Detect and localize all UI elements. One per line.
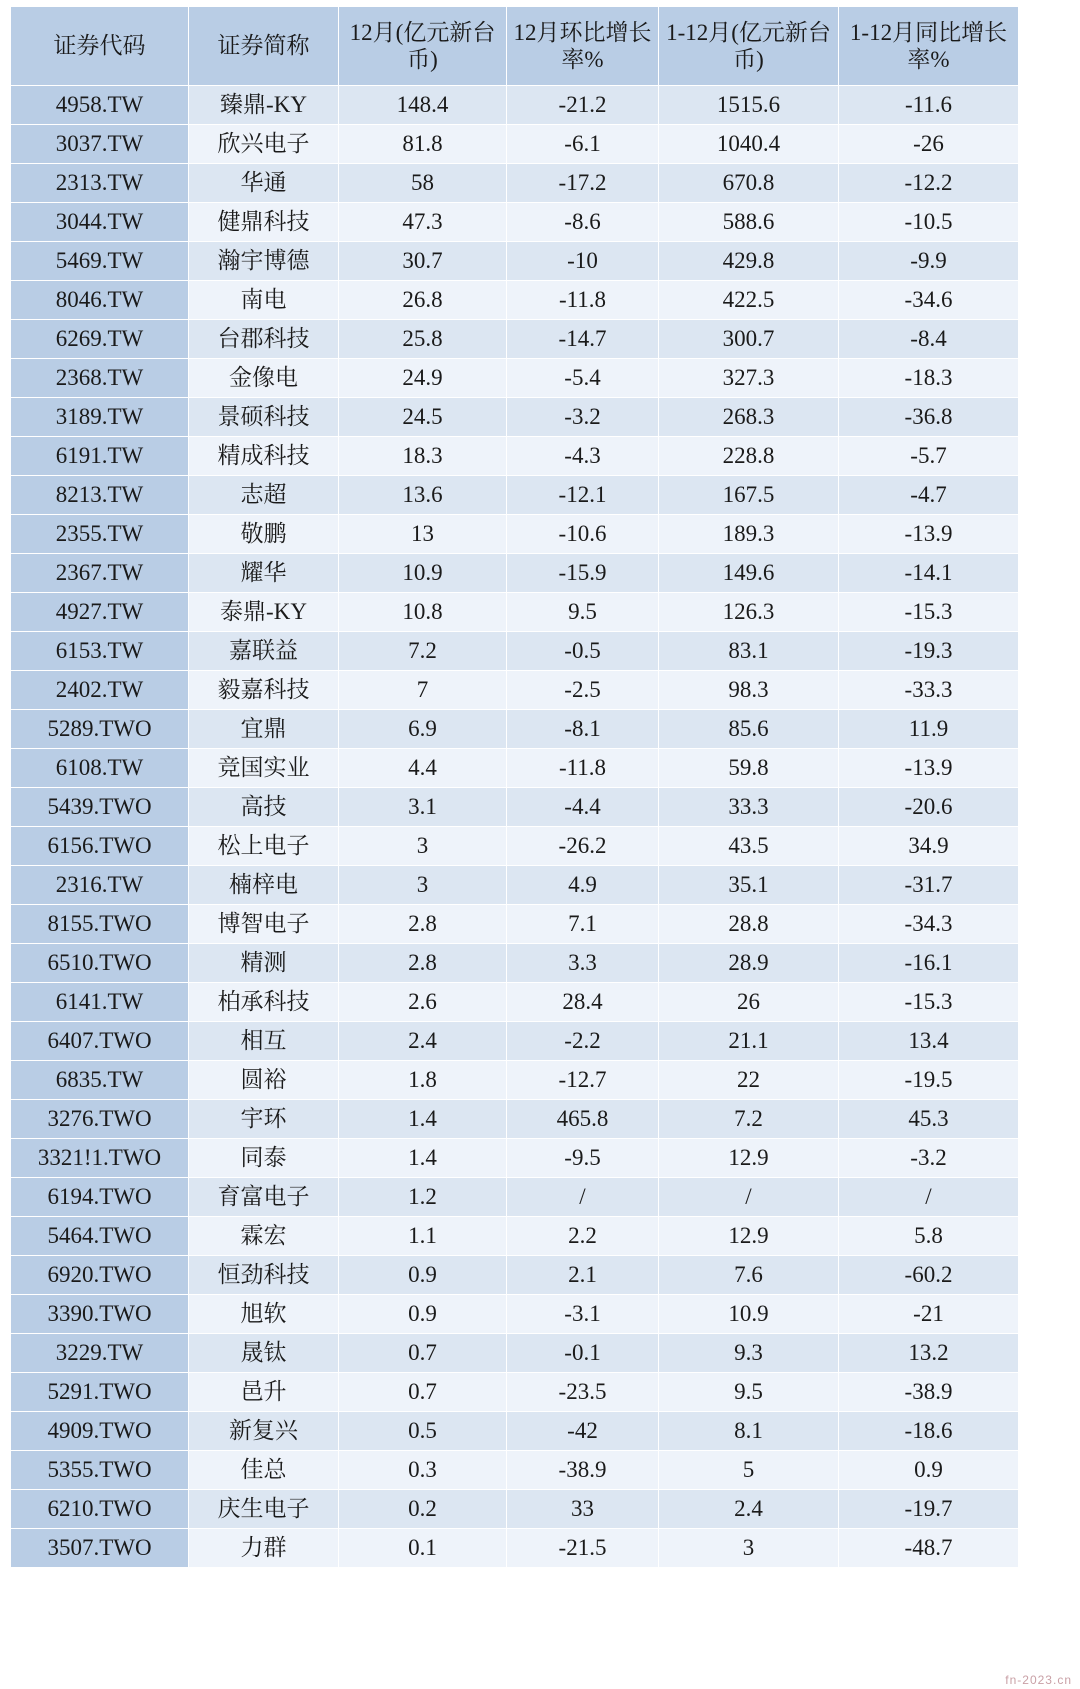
cell-dec-mom-growth: -15.9	[507, 554, 659, 593]
cell-dec-revenue: 0.9	[339, 1256, 507, 1295]
cell-dec-mom-growth: 33	[507, 1490, 659, 1529]
cell-dec-revenue: 0.5	[339, 1412, 507, 1451]
cell-security-code: 6141.TW	[11, 983, 189, 1022]
cell-dec-mom-growth: -4.3	[507, 437, 659, 476]
cell-security-code: 8155.TWO	[11, 905, 189, 944]
cell-dec-revenue: 24.9	[339, 359, 507, 398]
cell-ytd-revenue: 9.3	[659, 1334, 839, 1373]
cell-security-code: 6835.TW	[11, 1061, 189, 1100]
cell-dec-mom-growth: -11.8	[507, 281, 659, 320]
cell-security-name: 育富电子	[189, 1178, 339, 1217]
cell-dec-mom-growth: -17.2	[507, 164, 659, 203]
cell-dec-mom-growth: -23.5	[507, 1373, 659, 1412]
cell-ytd-yoy-growth: -48.7	[839, 1529, 1019, 1568]
cell-security-code: 6407.TWO	[11, 1022, 189, 1061]
cell-security-code: 6153.TW	[11, 632, 189, 671]
table-row	[11, 632, 1019, 671]
cell-security-code: 6269.TW	[11, 320, 189, 359]
cell-security-name: 恒劲科技	[189, 1256, 339, 1295]
cell-ytd-revenue: 189.3	[659, 515, 839, 554]
cell-dec-revenue: 0.9	[339, 1295, 507, 1334]
cell-security-code: 2316.TW	[11, 866, 189, 905]
table-row	[11, 164, 1019, 203]
cell-ytd-yoy-growth: -11.6	[839, 86, 1019, 125]
cell-security-code: 5355.TWO	[11, 1451, 189, 1490]
table-row	[11, 1529, 1019, 1568]
cell-dec-mom-growth: 2.2	[507, 1217, 659, 1256]
cell-security-code: 5469.TW	[11, 242, 189, 281]
cell-security-code: 3321!1.TWO	[11, 1139, 189, 1178]
table-row	[11, 1373, 1019, 1412]
cell-ytd-yoy-growth: -34.3	[839, 905, 1019, 944]
cell-ytd-revenue: 1515.6	[659, 86, 839, 125]
table-row	[11, 749, 1019, 788]
cell-security-code: 5439.TWO	[11, 788, 189, 827]
cell-ytd-yoy-growth: 5.8	[839, 1217, 1019, 1256]
cell-security-name: 精测	[189, 944, 339, 983]
cell-dec-mom-growth: -9.5	[507, 1139, 659, 1178]
cell-dec-mom-growth: -3.2	[507, 398, 659, 437]
cell-ytd-yoy-growth: -18.3	[839, 359, 1019, 398]
cell-dec-mom-growth: -2.2	[507, 1022, 659, 1061]
cell-dec-revenue: 30.7	[339, 242, 507, 281]
cell-dec-mom-growth: -21.5	[507, 1529, 659, 1568]
table-row	[11, 983, 1019, 1022]
cell-dec-revenue: 4.4	[339, 749, 507, 788]
cell-security-name: 竞国实业	[189, 749, 339, 788]
cell-security-name: 志超	[189, 476, 339, 515]
cell-security-code: 6156.TWO	[11, 827, 189, 866]
table-row	[11, 1295, 1019, 1334]
table-row	[11, 671, 1019, 710]
table-row	[11, 1061, 1019, 1100]
table-row	[11, 1412, 1019, 1451]
cell-security-code: 5289.TWO	[11, 710, 189, 749]
table-row	[11, 203, 1019, 242]
cell-ytd-yoy-growth: -38.9	[839, 1373, 1019, 1412]
cell-dec-revenue: 58	[339, 164, 507, 203]
cell-ytd-revenue: 268.3	[659, 398, 839, 437]
column-header-ytd-yoy-growth: 1-12月同比增长率%	[839, 7, 1019, 86]
cell-security-code: 6108.TW	[11, 749, 189, 788]
cell-dec-mom-growth: -3.1	[507, 1295, 659, 1334]
cell-security-name: 晟钛	[189, 1334, 339, 1373]
cell-dec-revenue: 0.2	[339, 1490, 507, 1529]
cell-dec-mom-growth: 465.8	[507, 1100, 659, 1139]
cell-dec-revenue: 1.4	[339, 1139, 507, 1178]
cell-dec-mom-growth: -8.1	[507, 710, 659, 749]
cell-ytd-revenue: 12.9	[659, 1217, 839, 1256]
table-row	[11, 1100, 1019, 1139]
cell-ytd-yoy-growth: -9.9	[839, 242, 1019, 281]
cell-ytd-revenue: 228.8	[659, 437, 839, 476]
cell-security-name: 松上电子	[189, 827, 339, 866]
table-row	[11, 1217, 1019, 1256]
cell-ytd-yoy-growth: 13.2	[839, 1334, 1019, 1373]
cell-dec-revenue: 10.8	[339, 593, 507, 632]
table-row	[11, 944, 1019, 983]
cell-ytd-yoy-growth: 11.9	[839, 710, 1019, 749]
cell-security-name: 欣兴电子	[189, 125, 339, 164]
cell-ytd-yoy-growth: -4.7	[839, 476, 1019, 515]
column-header-dec-revenue: 12月(亿元新台币)	[339, 7, 507, 86]
cell-security-code: 3037.TW	[11, 125, 189, 164]
cell-ytd-yoy-growth: -19.3	[839, 632, 1019, 671]
cell-ytd-yoy-growth: -21	[839, 1295, 1019, 1334]
cell-dec-revenue: 1.8	[339, 1061, 507, 1100]
cell-dec-revenue: 3	[339, 827, 507, 866]
column-header-security-name: 证券简称	[189, 7, 339, 86]
table-row	[11, 281, 1019, 320]
cell-security-name: 旭软	[189, 1295, 339, 1334]
cell-dec-mom-growth: -38.9	[507, 1451, 659, 1490]
cell-dec-revenue: 47.3	[339, 203, 507, 242]
cell-security-code: 3390.TWO	[11, 1295, 189, 1334]
cell-dec-mom-growth: -11.8	[507, 749, 659, 788]
table-row	[11, 1451, 1019, 1490]
table-header-row	[11, 7, 1019, 86]
cell-ytd-yoy-growth: -19.5	[839, 1061, 1019, 1100]
watermark: fn-2023.cn	[1005, 1673, 1072, 1687]
cell-ytd-yoy-growth: -3.2	[839, 1139, 1019, 1178]
cell-ytd-yoy-growth: -60.2	[839, 1256, 1019, 1295]
cell-security-code: 8046.TW	[11, 281, 189, 320]
column-header-security-code: 证券代码	[11, 7, 189, 86]
cell-security-code: 6920.TWO	[11, 1256, 189, 1295]
cell-dec-revenue: 6.9	[339, 710, 507, 749]
cell-security-name: 佳总	[189, 1451, 339, 1490]
cell-ytd-yoy-growth: -36.8	[839, 398, 1019, 437]
cell-ytd-yoy-growth: -5.7	[839, 437, 1019, 476]
table-row	[11, 1022, 1019, 1061]
cell-ytd-revenue: 422.5	[659, 281, 839, 320]
cell-ytd-revenue: 83.1	[659, 632, 839, 671]
cell-dec-mom-growth: -8.6	[507, 203, 659, 242]
cell-ytd-yoy-growth: -26	[839, 125, 1019, 164]
cell-security-name: 瀚宇博德	[189, 242, 339, 281]
cell-security-name: 力群	[189, 1529, 339, 1568]
table-row	[11, 125, 1019, 164]
cell-security-name: 嘉联益	[189, 632, 339, 671]
cell-ytd-revenue: 28.8	[659, 905, 839, 944]
spreadsheet-sheet	[0, 6, 1080, 1689]
cell-security-code: 2367.TW	[11, 554, 189, 593]
cell-security-name: 耀华	[189, 554, 339, 593]
cell-dec-mom-growth: 2.1	[507, 1256, 659, 1295]
cell-ytd-yoy-growth: -15.3	[839, 983, 1019, 1022]
cell-dec-revenue: 3	[339, 866, 507, 905]
table-row	[11, 359, 1019, 398]
column-header-dec-mom-growth: 12月环比增长率%	[507, 7, 659, 86]
cell-dec-revenue: 81.8	[339, 125, 507, 164]
cell-ytd-revenue: 8.1	[659, 1412, 839, 1451]
table-header	[11, 7, 1019, 86]
cell-dec-revenue: 3.1	[339, 788, 507, 827]
cell-security-name: 泰鼎-KY	[189, 593, 339, 632]
cell-ytd-revenue: 327.3	[659, 359, 839, 398]
cell-dec-revenue: 2.8	[339, 905, 507, 944]
cell-ytd-revenue: /	[659, 1178, 839, 1217]
cell-ytd-revenue: 1040.4	[659, 125, 839, 164]
cell-security-code: 3507.TWO	[11, 1529, 189, 1568]
cell-security-code: 2368.TW	[11, 359, 189, 398]
table-row	[11, 593, 1019, 632]
cell-ytd-revenue: 10.9	[659, 1295, 839, 1334]
cell-security-code: 6191.TW	[11, 437, 189, 476]
cell-security-name: 博智电子	[189, 905, 339, 944]
cell-ytd-revenue: 3	[659, 1529, 839, 1568]
cell-ytd-revenue: 21.1	[659, 1022, 839, 1061]
cell-dec-revenue: 26.8	[339, 281, 507, 320]
cell-dec-mom-growth: -10.6	[507, 515, 659, 554]
cell-dec-mom-growth: -6.1	[507, 125, 659, 164]
cell-ytd-yoy-growth: -12.2	[839, 164, 1019, 203]
cell-dec-revenue: 7	[339, 671, 507, 710]
table-row	[11, 866, 1019, 905]
cell-ytd-revenue: 588.6	[659, 203, 839, 242]
cell-ytd-revenue: 26	[659, 983, 839, 1022]
cell-ytd-revenue: 2.4	[659, 1490, 839, 1529]
cell-security-name: 相互	[189, 1022, 339, 1061]
cell-security-code: 3229.TW	[11, 1334, 189, 1373]
cell-dec-revenue: 0.7	[339, 1373, 507, 1412]
cell-security-name: 楠梓电	[189, 866, 339, 905]
cell-ytd-revenue: 126.3	[659, 593, 839, 632]
cell-ytd-revenue: 167.5	[659, 476, 839, 515]
cell-security-code: 4958.TW	[11, 86, 189, 125]
cell-dec-mom-growth: 3.3	[507, 944, 659, 983]
cell-dec-revenue: 2.6	[339, 983, 507, 1022]
cell-dec-mom-growth: /	[507, 1178, 659, 1217]
cell-security-name: 健鼎科技	[189, 203, 339, 242]
cell-ytd-yoy-growth: -16.1	[839, 944, 1019, 983]
table-row	[11, 86, 1019, 125]
cell-security-name: 敬鹏	[189, 515, 339, 554]
cell-security-name: 邑升	[189, 1373, 339, 1412]
table-row	[11, 515, 1019, 554]
cell-dec-mom-growth: 4.9	[507, 866, 659, 905]
cell-ytd-yoy-growth: /	[839, 1178, 1019, 1217]
cell-security-code: 6210.TWO	[11, 1490, 189, 1529]
cell-security-code: 3276.TWO	[11, 1100, 189, 1139]
cell-dec-mom-growth: -26.2	[507, 827, 659, 866]
cell-security-code: 2402.TW	[11, 671, 189, 710]
cell-dec-revenue: 2.4	[339, 1022, 507, 1061]
cell-security-name: 精成科技	[189, 437, 339, 476]
cell-dec-revenue: 24.5	[339, 398, 507, 437]
cell-ytd-revenue: 33.3	[659, 788, 839, 827]
table-row	[11, 1490, 1019, 1529]
table-row	[11, 1256, 1019, 1295]
cell-ytd-yoy-growth: -8.4	[839, 320, 1019, 359]
cell-ytd-yoy-growth: 34.9	[839, 827, 1019, 866]
table-row	[11, 242, 1019, 281]
cell-security-code: 8213.TW	[11, 476, 189, 515]
cell-security-code: 5291.TWO	[11, 1373, 189, 1412]
cell-security-name: 高技	[189, 788, 339, 827]
cell-ytd-yoy-growth: -13.9	[839, 515, 1019, 554]
cell-ytd-yoy-growth: -14.1	[839, 554, 1019, 593]
cell-ytd-revenue: 28.9	[659, 944, 839, 983]
cell-ytd-yoy-growth: -19.7	[839, 1490, 1019, 1529]
cell-security-code: 6194.TWO	[11, 1178, 189, 1217]
cell-ytd-yoy-growth: -31.7	[839, 866, 1019, 905]
cell-security-code: 3189.TW	[11, 398, 189, 437]
table-row	[11, 1334, 1019, 1373]
cell-ytd-yoy-growth: 45.3	[839, 1100, 1019, 1139]
cell-security-name: 新复兴	[189, 1412, 339, 1451]
cell-dec-revenue: 13.6	[339, 476, 507, 515]
cell-dec-revenue: 13	[339, 515, 507, 554]
cell-security-name: 宜鼎	[189, 710, 339, 749]
cell-dec-mom-growth: -12.1	[507, 476, 659, 515]
cell-dec-revenue: 1.4	[339, 1100, 507, 1139]
cell-dec-revenue: 25.8	[339, 320, 507, 359]
cell-ytd-yoy-growth: -20.6	[839, 788, 1019, 827]
table-row	[11, 476, 1019, 515]
table-row	[11, 1139, 1019, 1178]
cell-security-name: 臻鼎-KY	[189, 86, 339, 125]
cell-ytd-yoy-growth: -34.6	[839, 281, 1019, 320]
cell-dec-revenue: 148.4	[339, 86, 507, 125]
cell-ytd-yoy-growth: -10.5	[839, 203, 1019, 242]
cell-dec-mom-growth: -10	[507, 242, 659, 281]
cell-ytd-yoy-growth: 13.4	[839, 1022, 1019, 1061]
cell-security-code: 5464.TWO	[11, 1217, 189, 1256]
cell-security-name: 南电	[189, 281, 339, 320]
cell-security-code: 4909.TWO	[11, 1412, 189, 1451]
cell-dec-revenue: 0.3	[339, 1451, 507, 1490]
cell-dec-revenue: 7.2	[339, 632, 507, 671]
cell-ytd-revenue: 149.6	[659, 554, 839, 593]
cell-ytd-revenue: 300.7	[659, 320, 839, 359]
table-row	[11, 827, 1019, 866]
cell-dec-mom-growth: 28.4	[507, 983, 659, 1022]
cell-security-name: 景硕科技	[189, 398, 339, 437]
cell-security-name: 宇环	[189, 1100, 339, 1139]
cell-ytd-revenue: 43.5	[659, 827, 839, 866]
table-row	[11, 710, 1019, 749]
cell-security-name: 毅嘉科技	[189, 671, 339, 710]
table-row	[11, 905, 1019, 944]
cell-dec-revenue: 0.1	[339, 1529, 507, 1568]
cell-security-name: 金像电	[189, 359, 339, 398]
cell-security-name: 台郡科技	[189, 320, 339, 359]
cell-ytd-revenue: 7.6	[659, 1256, 839, 1295]
cell-security-name: 霖宏	[189, 1217, 339, 1256]
cell-ytd-yoy-growth: -18.6	[839, 1412, 1019, 1451]
cell-security-code: 6510.TWO	[11, 944, 189, 983]
cell-security-name: 庆生电子	[189, 1490, 339, 1529]
cell-ytd-revenue: 5	[659, 1451, 839, 1490]
table-row	[11, 1178, 1019, 1217]
cell-security-name: 柏承科技	[189, 983, 339, 1022]
table-row	[11, 320, 1019, 359]
cell-dec-mom-growth: -5.4	[507, 359, 659, 398]
column-header-ytd-revenue: 1-12月(亿元新台币)	[659, 7, 839, 86]
cell-ytd-revenue: 22	[659, 1061, 839, 1100]
cell-dec-mom-growth: -21.2	[507, 86, 659, 125]
cell-ytd-revenue: 429.8	[659, 242, 839, 281]
cell-ytd-revenue: 59.8	[659, 749, 839, 788]
cell-dec-mom-growth: -12.7	[507, 1061, 659, 1100]
cell-security-name: 华通	[189, 164, 339, 203]
table-row	[11, 554, 1019, 593]
table-row	[11, 788, 1019, 827]
cell-security-code: 2313.TW	[11, 164, 189, 203]
cell-security-code: 3044.TW	[11, 203, 189, 242]
cell-security-code: 2355.TW	[11, 515, 189, 554]
cell-ytd-revenue: 35.1	[659, 866, 839, 905]
cell-dec-mom-growth: -14.7	[507, 320, 659, 359]
cell-dec-revenue: 18.3	[339, 437, 507, 476]
cell-dec-mom-growth: -0.5	[507, 632, 659, 671]
cell-dec-mom-growth: -0.1	[507, 1334, 659, 1373]
cell-ytd-revenue: 85.6	[659, 710, 839, 749]
cell-ytd-revenue: 12.9	[659, 1139, 839, 1178]
table-row	[11, 437, 1019, 476]
cell-ytd-revenue: 9.5	[659, 1373, 839, 1412]
table-body	[11, 86, 1019, 1568]
cell-ytd-revenue: 98.3	[659, 671, 839, 710]
cell-dec-revenue: 1.1	[339, 1217, 507, 1256]
cell-ytd-yoy-growth: 0.9	[839, 1451, 1019, 1490]
cell-dec-mom-growth: -42	[507, 1412, 659, 1451]
cell-security-name: 同泰	[189, 1139, 339, 1178]
cell-ytd-yoy-growth: -13.9	[839, 749, 1019, 788]
cell-dec-revenue: 10.9	[339, 554, 507, 593]
cell-security-code: 4927.TW	[11, 593, 189, 632]
cell-ytd-yoy-growth: -15.3	[839, 593, 1019, 632]
cell-ytd-revenue: 670.8	[659, 164, 839, 203]
cell-dec-mom-growth: -4.4	[507, 788, 659, 827]
cell-dec-revenue: 1.2	[339, 1178, 507, 1217]
cell-dec-mom-growth: 7.1	[507, 905, 659, 944]
table-row	[11, 398, 1019, 437]
cell-dec-revenue: 2.8	[339, 944, 507, 983]
cell-ytd-yoy-growth: -33.3	[839, 671, 1019, 710]
cell-dec-revenue: 0.7	[339, 1334, 507, 1373]
cell-dec-mom-growth: 9.5	[507, 593, 659, 632]
pcb-monthly-revenue-table	[10, 6, 1019, 1568]
cell-security-name: 圆裕	[189, 1061, 339, 1100]
cell-ytd-revenue: 7.2	[659, 1100, 839, 1139]
cell-dec-mom-growth: -2.5	[507, 671, 659, 710]
